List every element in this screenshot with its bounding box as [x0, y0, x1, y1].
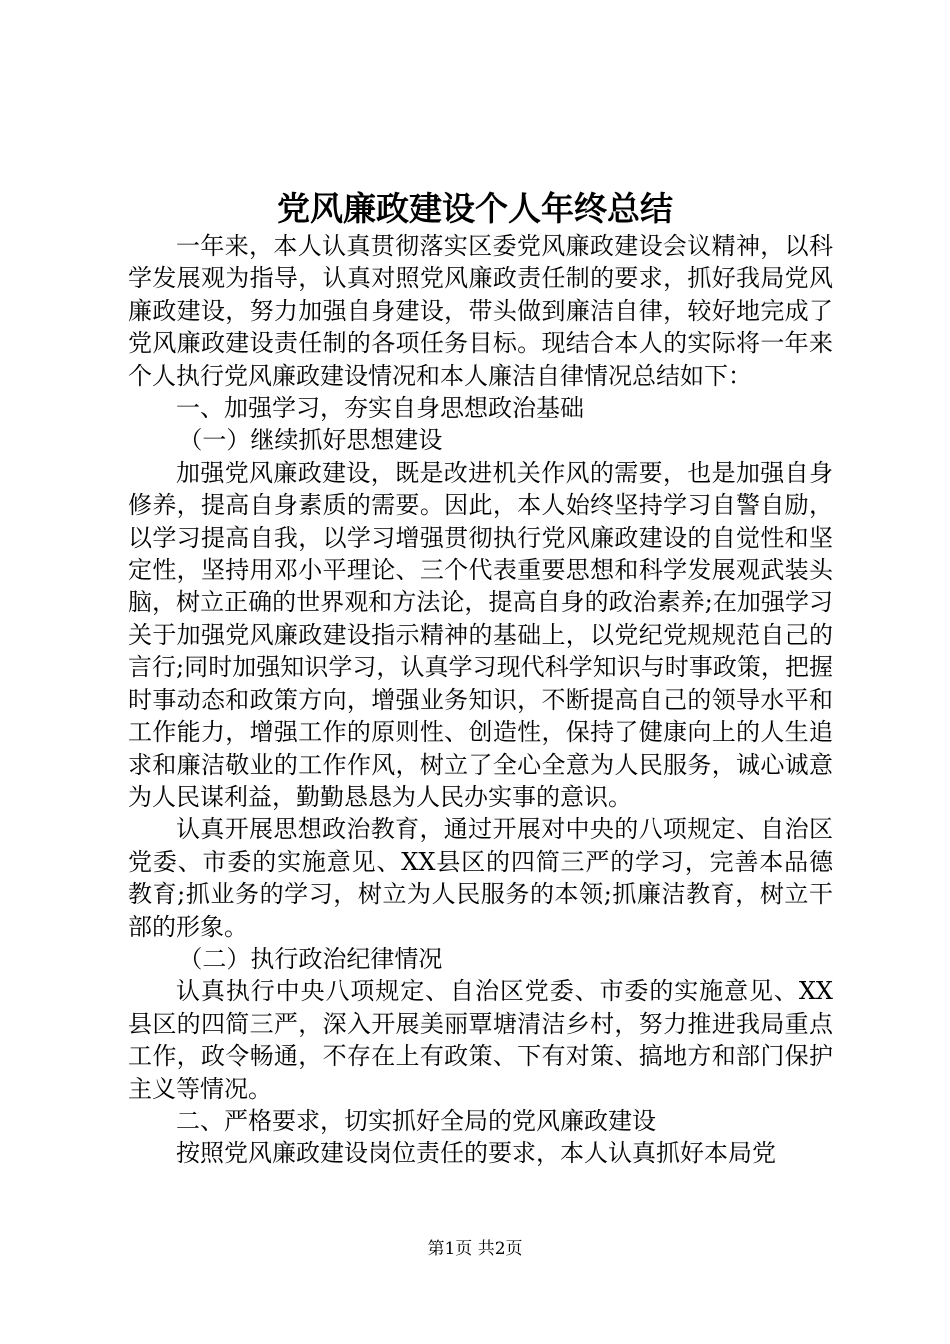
paragraph-intro: 一年来，本人认真贯彻落实区委党风廉政建设会议精神，以科学发展观为指导，认真对照党风廉政责任制的要求，抓好我局党风廉政建设，努力加强自身建设，带头做到廉洁自律，较好地完成了党风廉政建设责任制的各项任务目标。现结合本人的实际将一年来个人执行党风廉政建设情况和本人廉洁自律情况总结如下： [128, 232, 833, 390]
paragraph-study: 加强党风廉政建设，既是改进机关作风的需要，也是加强自身修养，提高自身素质的需要。因此，本人始终坚持学习自警自励，以学习提高自我，以学习增强贯彻执行党风廉政建设的自觉性和坚定性，坚持用邓小平理论、三个代表重要思想和科学发展观武装头脑，树立正确的世界观和方法论，提高自身的政治素养;在加强学习关于加强党风廉政建设指示精神的基础上，以党纪党规规范自己的言行;同时加强知识学习，认真学习现代科学知识与时事政策，把握时事动态和政策方向，增强业务知识，不断提高自己的领导水平和工作能力，增强工作的原则性、创造性，保持了健康向上的人生追求和廉洁敬业的工作作风，树立了全心全意为人民服务，诚心诚意为人民谋利益，勤勤恳恳为人民办实事的意识。 [128, 458, 833, 811]
section-heading-1: 一、加强学习，夯实自身思想政治基础 [176, 394, 584, 423]
paragraph-discipline: 认真执行中央八项规定、自治区党委、市委的实施意见、XX县区的四简三严，深入开展美丽覃塘清洁乡村，努力推进我局重点工作，政令畅通，不存在上有政策、下有对策、搞地方和部门保护主义等情况。 [128, 977, 833, 1103]
document-title: 党风廉政建设个人年终总结 [277, 189, 673, 228]
document-body [128, 230, 833, 1170]
paragraph-responsibility: 按照党风廉政建设岗位责任的要求，本人认真抓好本局党 [176, 1139, 776, 1168]
subsection-heading-1: （一）继续抓好思想建设 [178, 426, 443, 455]
subsection-heading-2: （二）执行政治纪律情况 [178, 944, 443, 973]
paragraph-education: 认真开展思想政治教育，通过开展对中央的八项规定、自治区党委、市委的实施意见、XX县区的四简三严的学习，完善本品德教育;抓业务的学习，树立为人民服务的本领;抓廉洁教育，树立干部的形象。 [128, 815, 833, 941]
section-heading-2: 二、严格要求，切实抓好全局的党风廉政建设 [176, 1106, 656, 1135]
page-number-footer: 第1页 共2页 [427, 1239, 523, 1259]
